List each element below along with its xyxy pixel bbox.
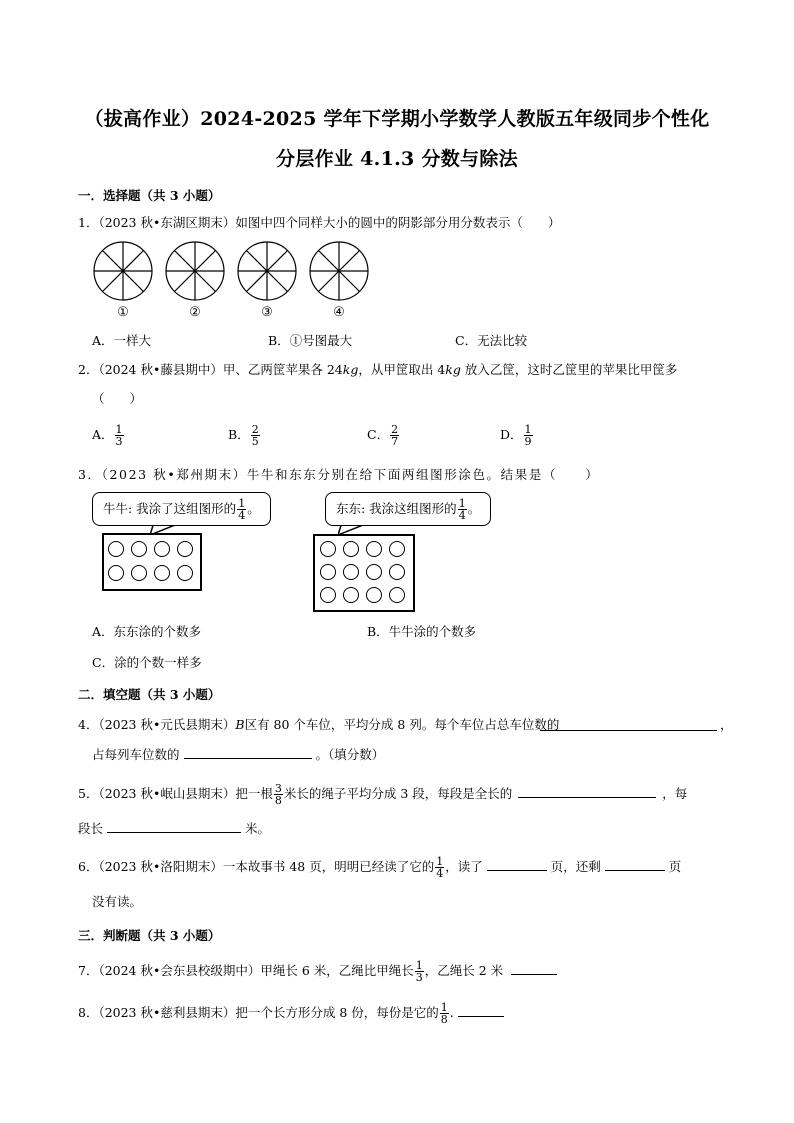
question-6-line1: 6．（2023 秋•洛阳期末）一本故事书 48 页，明明已经读了它的 $\frac{1}{4}$ ，读了 页，还剩 页 xyxy=(78,855,682,880)
q2-option-d: D． $\frac{1}{9}$ xyxy=(500,423,532,448)
q2-option-c: C． $\frac{2}{7}$ xyxy=(367,423,399,448)
speech-bubble-dongdong: 东东: 我涂这组图形的 $\frac{1}{4}$ 。 xyxy=(325,492,491,526)
q6-answer-blank-2[interactable] xyxy=(605,858,665,871)
dot xyxy=(389,564,405,580)
circle-caption-3: ③ xyxy=(261,305,273,320)
q3-option-a: A．东东涂的个数多 xyxy=(92,624,202,639)
q5-answer-blank-2[interactable] xyxy=(107,820,241,833)
dot xyxy=(154,565,170,581)
circle-caption-4: ④ xyxy=(333,305,345,320)
dot xyxy=(366,564,382,580)
dot xyxy=(131,565,147,581)
dot xyxy=(389,587,405,603)
section-heading-fill: 二．填空题（共 3 小题） xyxy=(78,687,221,702)
circle-figure-4 xyxy=(310,242,368,300)
dot xyxy=(108,541,124,557)
section-heading-judge: 三．判断题（共 3 小题） xyxy=(78,928,221,943)
question-7-text: 7．（2024 秋•会东县校级期中）甲绳长 6 米，乙绳比甲绳长 $\frac{1}{3}$ ，乙绳长 2 米 xyxy=(78,960,557,983)
dot xyxy=(343,564,359,580)
question-5-line1: 5．（2023 秋•岷山县期末）把一根 $\frac{3}{8}$ 米长的绳子平均分成 3 段，每段是全长的 ，每 xyxy=(78,782,688,807)
q6-answer-blank-1[interactable] xyxy=(487,858,547,871)
question-6-line2: 没有读。 xyxy=(92,894,143,909)
circle-figure-2 xyxy=(166,242,224,300)
circle-caption-2: ② xyxy=(189,305,201,320)
question-5-line2: 段长 米。 xyxy=(78,821,271,836)
dot xyxy=(366,541,382,557)
circle-group-niuniu xyxy=(102,533,202,591)
q4-answer-blank-2[interactable] xyxy=(184,746,312,759)
dot xyxy=(320,541,336,557)
dot xyxy=(343,541,359,557)
question-4-line2: 占每列车位数的 。（填分数） xyxy=(92,747,385,762)
bubble-gap-niuniu xyxy=(150,520,200,526)
question-1-text: 1．（2023 秋•东湖区期末）如图中四个同样大小的圆中的阴影部分用分数表示（ ） xyxy=(78,215,561,230)
speech-bubble-niuniu: 牛牛: 我涂了这组图形的 $\frac{1}{4}$ 。 xyxy=(92,492,271,526)
q7-answer-blank[interactable] xyxy=(511,962,557,975)
q1-option-b: B．①号图最大 xyxy=(268,333,353,348)
question-2-line2: （ ） xyxy=(92,391,143,406)
q3-option-c: C．涂的个数一样多 xyxy=(92,655,202,670)
question-8-text: 8．（2023 秋•慈利县期末）把一个长方形分成 8 份，每份是它的 $\frac{1}{8}$ . xyxy=(78,1002,504,1025)
page-title-line1: （拔高作业）2024-2025 学年下学期小学数学人教版五年级同步个性化 xyxy=(84,108,710,130)
q2-option-a: A． $\frac{1}{3}$ xyxy=(92,423,123,448)
circle-figure-3 xyxy=(238,242,296,300)
dot xyxy=(366,587,382,603)
question-2-line1: 2．（2024 秋•藤县期中）甲、乙两筐苹果各 24kg，从甲筐取出 4kg 放入乙筐，这时乙筐里的苹果比甲筐多 xyxy=(78,362,678,377)
bubble-gap-dongdong xyxy=(338,520,388,526)
q4-line1-end: ， xyxy=(720,717,733,732)
dot xyxy=(131,541,147,557)
dot xyxy=(389,541,405,557)
dot xyxy=(320,564,336,580)
dot xyxy=(320,587,336,603)
dot xyxy=(108,565,124,581)
q1-option-c: C．无法比较 xyxy=(455,333,528,348)
circle-group-dongdong xyxy=(313,534,415,612)
dot xyxy=(177,565,193,581)
page-title-line2: 分层作业 4.1.3 分数与除法 xyxy=(276,148,518,170)
dot xyxy=(154,541,170,557)
question-4-line1: 4．（2023 秋•元氏县期末）B区有 80 个车位，平均分成 8 列。每个车位占总车位数的 xyxy=(78,717,560,732)
section-heading-choice: 一．选择题（共 3 小题） xyxy=(78,188,221,203)
dot xyxy=(343,587,359,603)
circle-caption-1: ① xyxy=(117,305,129,320)
q1-option-a: A．一样大 xyxy=(92,333,152,348)
q3-option-b: B．牛牛涂的个数多 xyxy=(367,624,477,639)
q4-answer-blank-1[interactable] xyxy=(540,718,717,731)
dot xyxy=(177,541,193,557)
q2-option-b: B． $\frac{2}{5}$ xyxy=(228,423,259,448)
question-3-text: 3．（2023 秋•郑州期末）牛牛和东东分别在给下面两组图形涂色。结果是（ ） xyxy=(78,467,600,482)
circle-figure-1 xyxy=(94,242,152,300)
q8-answer-blank[interactable] xyxy=(458,1004,504,1017)
q5-answer-blank-1[interactable] xyxy=(518,785,656,798)
